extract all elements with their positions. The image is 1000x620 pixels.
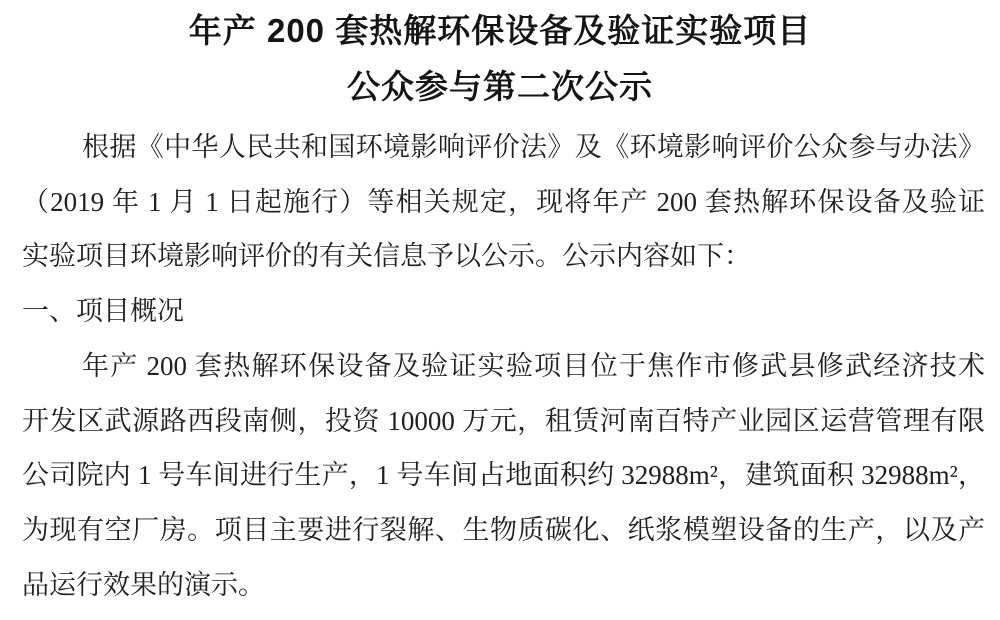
paragraph-2-line-4: 为现有空厂房。项目主要进行裂解、生物质碳化、纸浆模塑设备的生产，以及产 [22, 514, 985, 545]
section-heading-1: 一、项目概况 [22, 296, 184, 327]
paragraph-2-line-3: 公司院内 1 号车间进行生产，1 号车间占地面积约 32988m²，建筑面积 32988m²， [22, 460, 985, 491]
paragraph-2-line-2: 开发区武源路西段南侧，投资 10000 万元，租赁河南百特产业园区运营管理有限 [22, 405, 985, 436]
title-line-2: 公众参与第二次公示 [347, 68, 653, 105]
paragraph-1-line-1: 根据《中华人民共和国环境影响评价法》及《环境影响评价公众参与办法》 [82, 132, 985, 162]
document-body [22, 120, 985, 612]
paragraph-1-line-3: 实验项目环境影响评价的有关信息予以公示。公示内容如下： [22, 241, 751, 272]
paragraph-2-line-5: 品运行效果的演示。 [22, 569, 265, 600]
title-line-1: 年产 200 套热解环保设备及验证实验项目 [188, 12, 812, 49]
document-title [0, 3, 1000, 115]
paragraph-2-line-1: 年产 200 套热解环保设备及验证实验项目位于焦作市修武县修武经济技术 [82, 350, 985, 381]
paragraph-1-line-2: （2019 年 1 月 1 日起施行）等相关规定，现将年产 200 套热解环保设备及验证 [22, 186, 985, 217]
